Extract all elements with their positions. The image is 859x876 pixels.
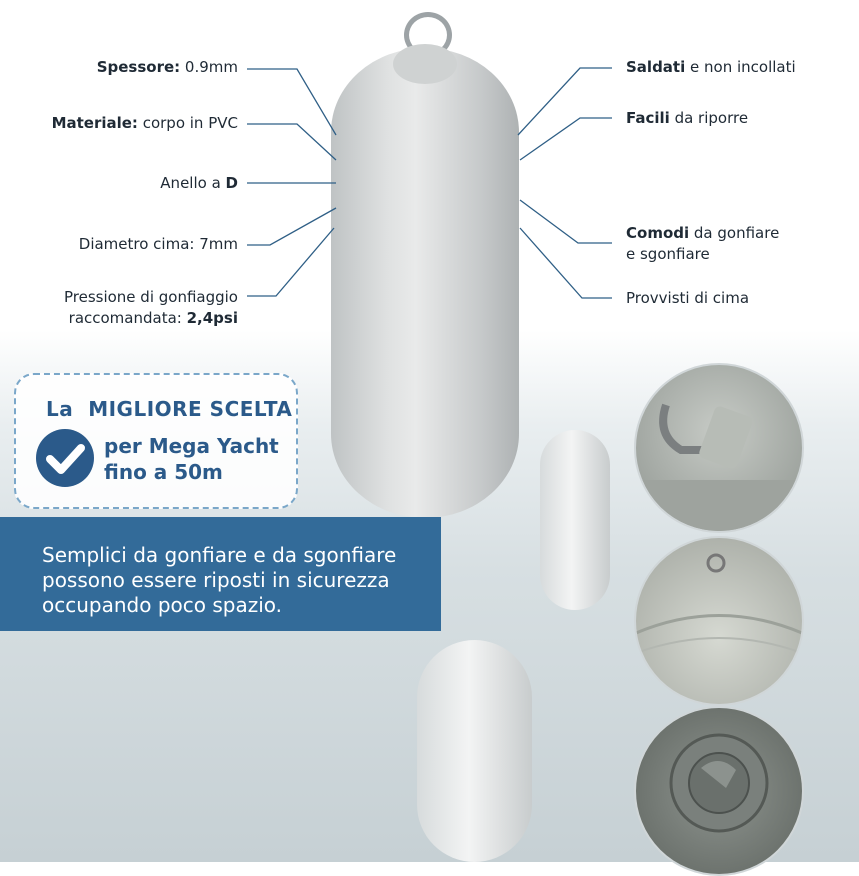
callout-line-spessore (247, 69, 336, 135)
label-facili: Facili da riporre (626, 109, 749, 127)
badge-title: La MIGLIORE SCELTA (46, 397, 293, 421)
callout-line-materiale (247, 124, 336, 160)
d-ring-detail-photo (634, 363, 804, 533)
label-diametro: Diametro cima: 7mm (78, 235, 238, 253)
valve-detail-photo (634, 706, 804, 876)
best-choice-badge (14, 373, 298, 509)
label-saldati: Saldati e non incollati (626, 58, 796, 76)
callout-line-provvisti (520, 228, 612, 298)
seam-detail-photo (634, 536, 804, 706)
label-comodi: Comodi da gonfiare e sgonfiare (626, 224, 780, 263)
label-materiale: Materiale: corpo in PVC (51, 114, 238, 132)
callout-line-saldati (518, 68, 612, 135)
label-anello: Anello a D (160, 174, 238, 192)
label-provvisti: Provvisti di cima (626, 289, 750, 307)
info-panel-text: Semplici da gonfiare e da sgonfiare possono essere riposti in sicurezza occupando poco spazio. (42, 543, 397, 617)
label-pressione: Pressione di gonfiaggio raccomandata: 2,4psi (63, 288, 238, 327)
callout-line-pressione (247, 228, 334, 296)
callout-line-facili (520, 118, 612, 160)
callout-line-comodi (520, 200, 612, 243)
check-icon (36, 429, 94, 487)
badge-subtitle: per Mega Yacht fino a 50m (104, 434, 279, 484)
callout-line-diametro (247, 208, 336, 245)
label-spessore: Spessore: 0.9mm (96, 58, 238, 76)
